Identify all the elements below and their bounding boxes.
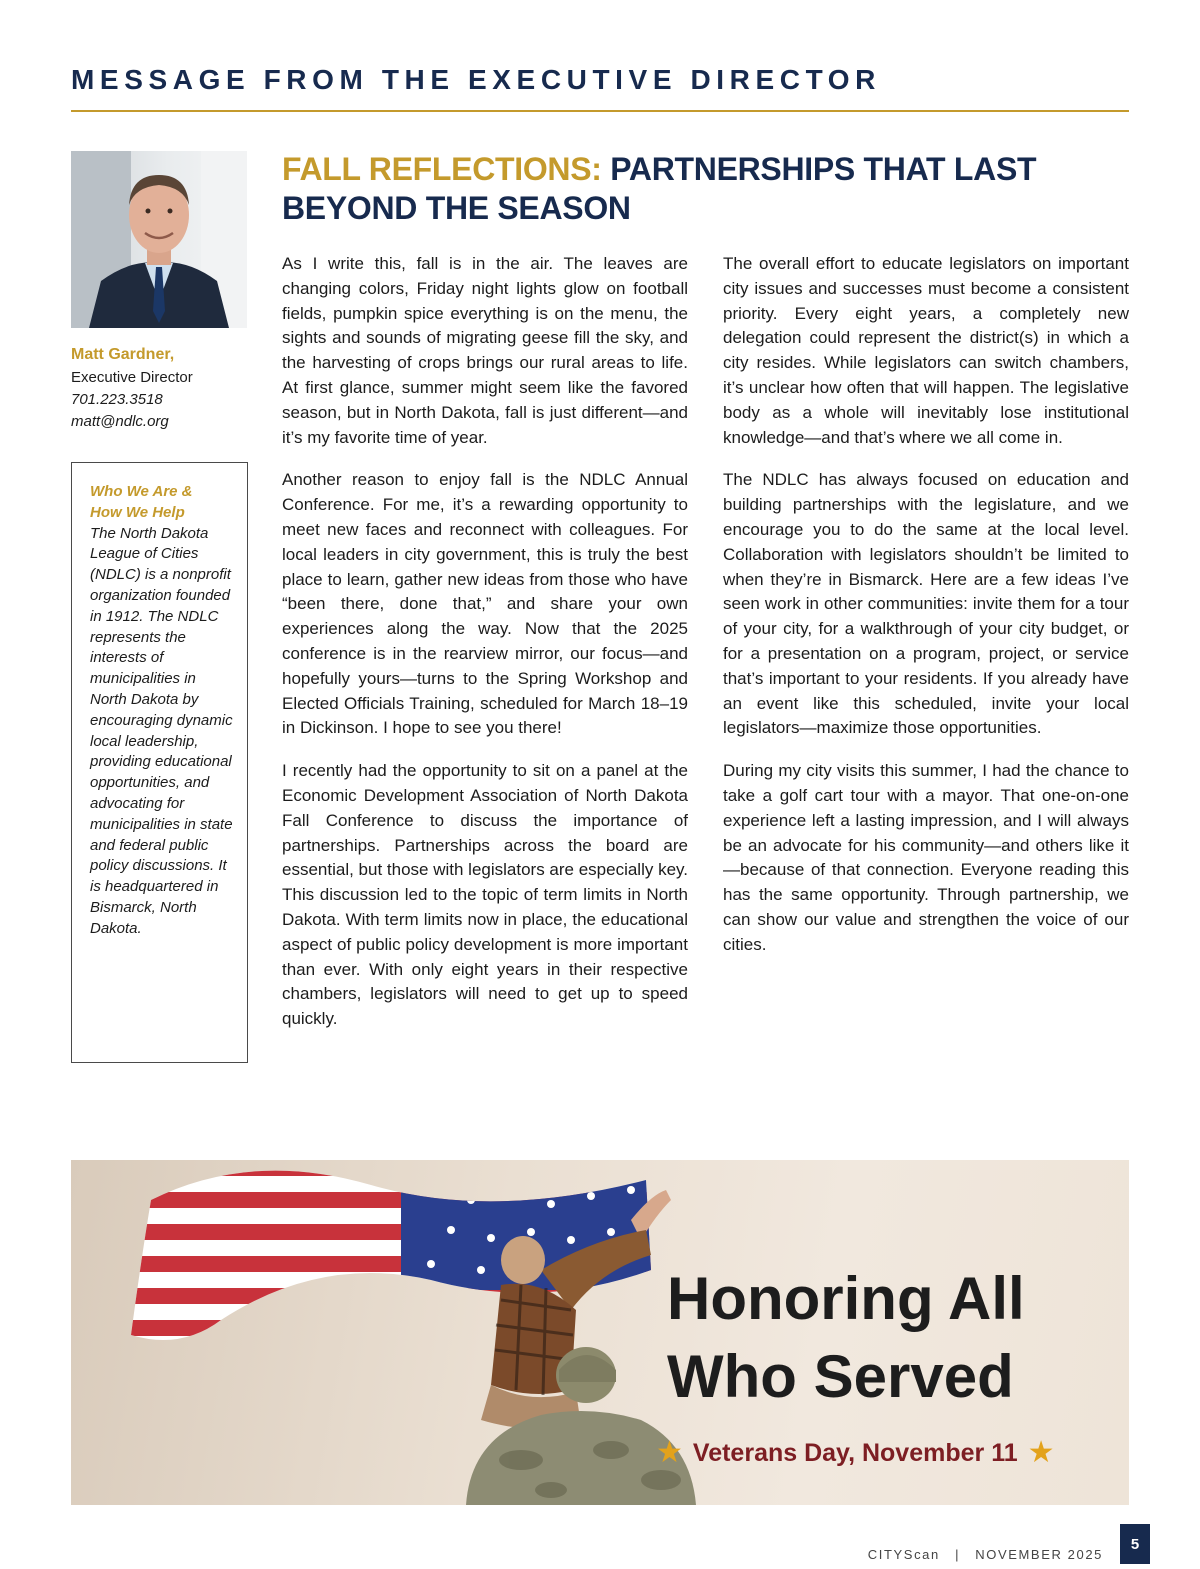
about-ndlc-box — [71, 462, 248, 1063]
star-icon: ★ — [656, 1436, 683, 1469]
article-paragraph: The overall effort to educate legislators on important city issues and successes must become a consistent priority. Every eight years, a completely new delegation could represent the district(s) in which a city resides. While legislators can switch chambers, it’s unclear how often that will happen. The legislative body as a whole will inevitably lose institutional knowledge—and that’s where we all come in. — [723, 254, 1129, 447]
issue-date: NOVEMBER 2025 — [975, 1547, 1103, 1562]
author-phone: 701.223.3518 — [71, 391, 163, 408]
about-ndlc-heading: Who We Are & How We Help — [90, 483, 193, 521]
star-icon: ★ — [1027, 1436, 1055, 1469]
headline-accent: FALL REFLECTIONS: — [282, 151, 602, 187]
title-divider — [71, 110, 1129, 112]
banner-subtitle: Veterans Day, November 11 — [692, 1438, 1018, 1467]
article-paragraph: As I write this, fall is in the air. The leaves are changing colors, Friday night lights glow on football fields, pumpkin spice everything is on the menu, the sights and sounds of migrating geese fill the sky, and the harvesting of crops brings our rural areas to life. At first glance, summer might seem like the favored season, but in North Dakota, fall is just different—and it’s my favorite time of year. — [282, 254, 688, 447]
banner-subtitle-row — [656, 1438, 1096, 1468]
author-role: Executive Director — [71, 369, 193, 386]
about-ndlc-body: The North Dakota League of Cities (NDLC) is a nonprofit organization founded in 1912. The NDLC represents the interests of municipalities in North Dakota by encouraging dynamic local leadership, providing educational opportunities, and advocating for municipalities in state and federal public policy discussions. It is headquartered in Bismarck, North Dakota. — [90, 524, 233, 937]
footer-separator: | — [955, 1547, 961, 1562]
publication-name: CITYScan — [867, 1547, 940, 1562]
article-headline — [282, 150, 1132, 228]
article-paragraph: Another reason to enjoy fall is the NDLC Annual Conference. For me, it’s a rewarding opportunity to meet new faces and reconnect with colleagues. For local leaders in city government, this is truly the best place to learn, gather new ideas from those who have “been there, done that,” and share your own experiences along the way. Now that the 2025 conference is in the rearview mirror, our focus—and hopefully yours—turns to the Spring Workshop and Elected Officials Training, scheduled for March 18–19 in Dickinson. I hope to see you there! — [282, 470, 688, 738]
article-paragraph: The NDLC has always focused on education and building partnerships with the legislature, and we encourage you to do the same at the local level. Collaboration with legislators shouldn’t be limited to when they’re in Bismarck. Here are a few ideas I’ve seen work in other communities: invite them for a tour of your city, for a walkthrough of your city budget, or for a presentation on a program, project, or service that’s important to your residents. If you already have an event like this scheduled, invite your local legislators—maximize those opportunities. — [723, 470, 1129, 738]
article-column-right — [723, 252, 1129, 976]
section-title: MESSAGE FROM THE EXECUTIVE DIRECTOR — [71, 64, 881, 95]
footer-publication — [868, 1547, 1103, 1562]
author-email: matt@ndlc.org — [71, 413, 169, 430]
author-name: Matt Gardner, — [71, 346, 175, 363]
headline-main: PARTNERSHIPS THAT LAST BEYOND THE SEASON — [282, 151, 1037, 226]
author-photo — [71, 151, 247, 328]
article-paragraph: During my city visits this summer, I had the chance to take a golf cart tour with a mayor. That one-on-one experience left a lasting impression, and I will always be an advocate for his community—and others like it—because of that connection. Everyone reading this has the same opportunity. Through partnership, we can show our value and strengthen the voice of our cities. — [723, 761, 1129, 954]
article-paragraph: I recently had the opportunity to sit on a panel at the Economic Development Association of North Dakota Fall Conference to discuss the importance of partnerships. Partnerships across the board are essential, but those with legislators are especially key. This discussion led to the topic of term limits in North Dakota. With term limits now in place, the educational aspect of public policy development is more important than ever. With only eight years in their respective chambers, legislators will need to get up to speed quickly. — [282, 761, 688, 1029]
veterans-day-banner — [71, 1160, 1129, 1505]
article-column-left — [282, 252, 688, 1050]
banner-title: Honoring All Who Served — [667, 1265, 1025, 1410]
page-number: 5 — [1120, 1524, 1150, 1564]
